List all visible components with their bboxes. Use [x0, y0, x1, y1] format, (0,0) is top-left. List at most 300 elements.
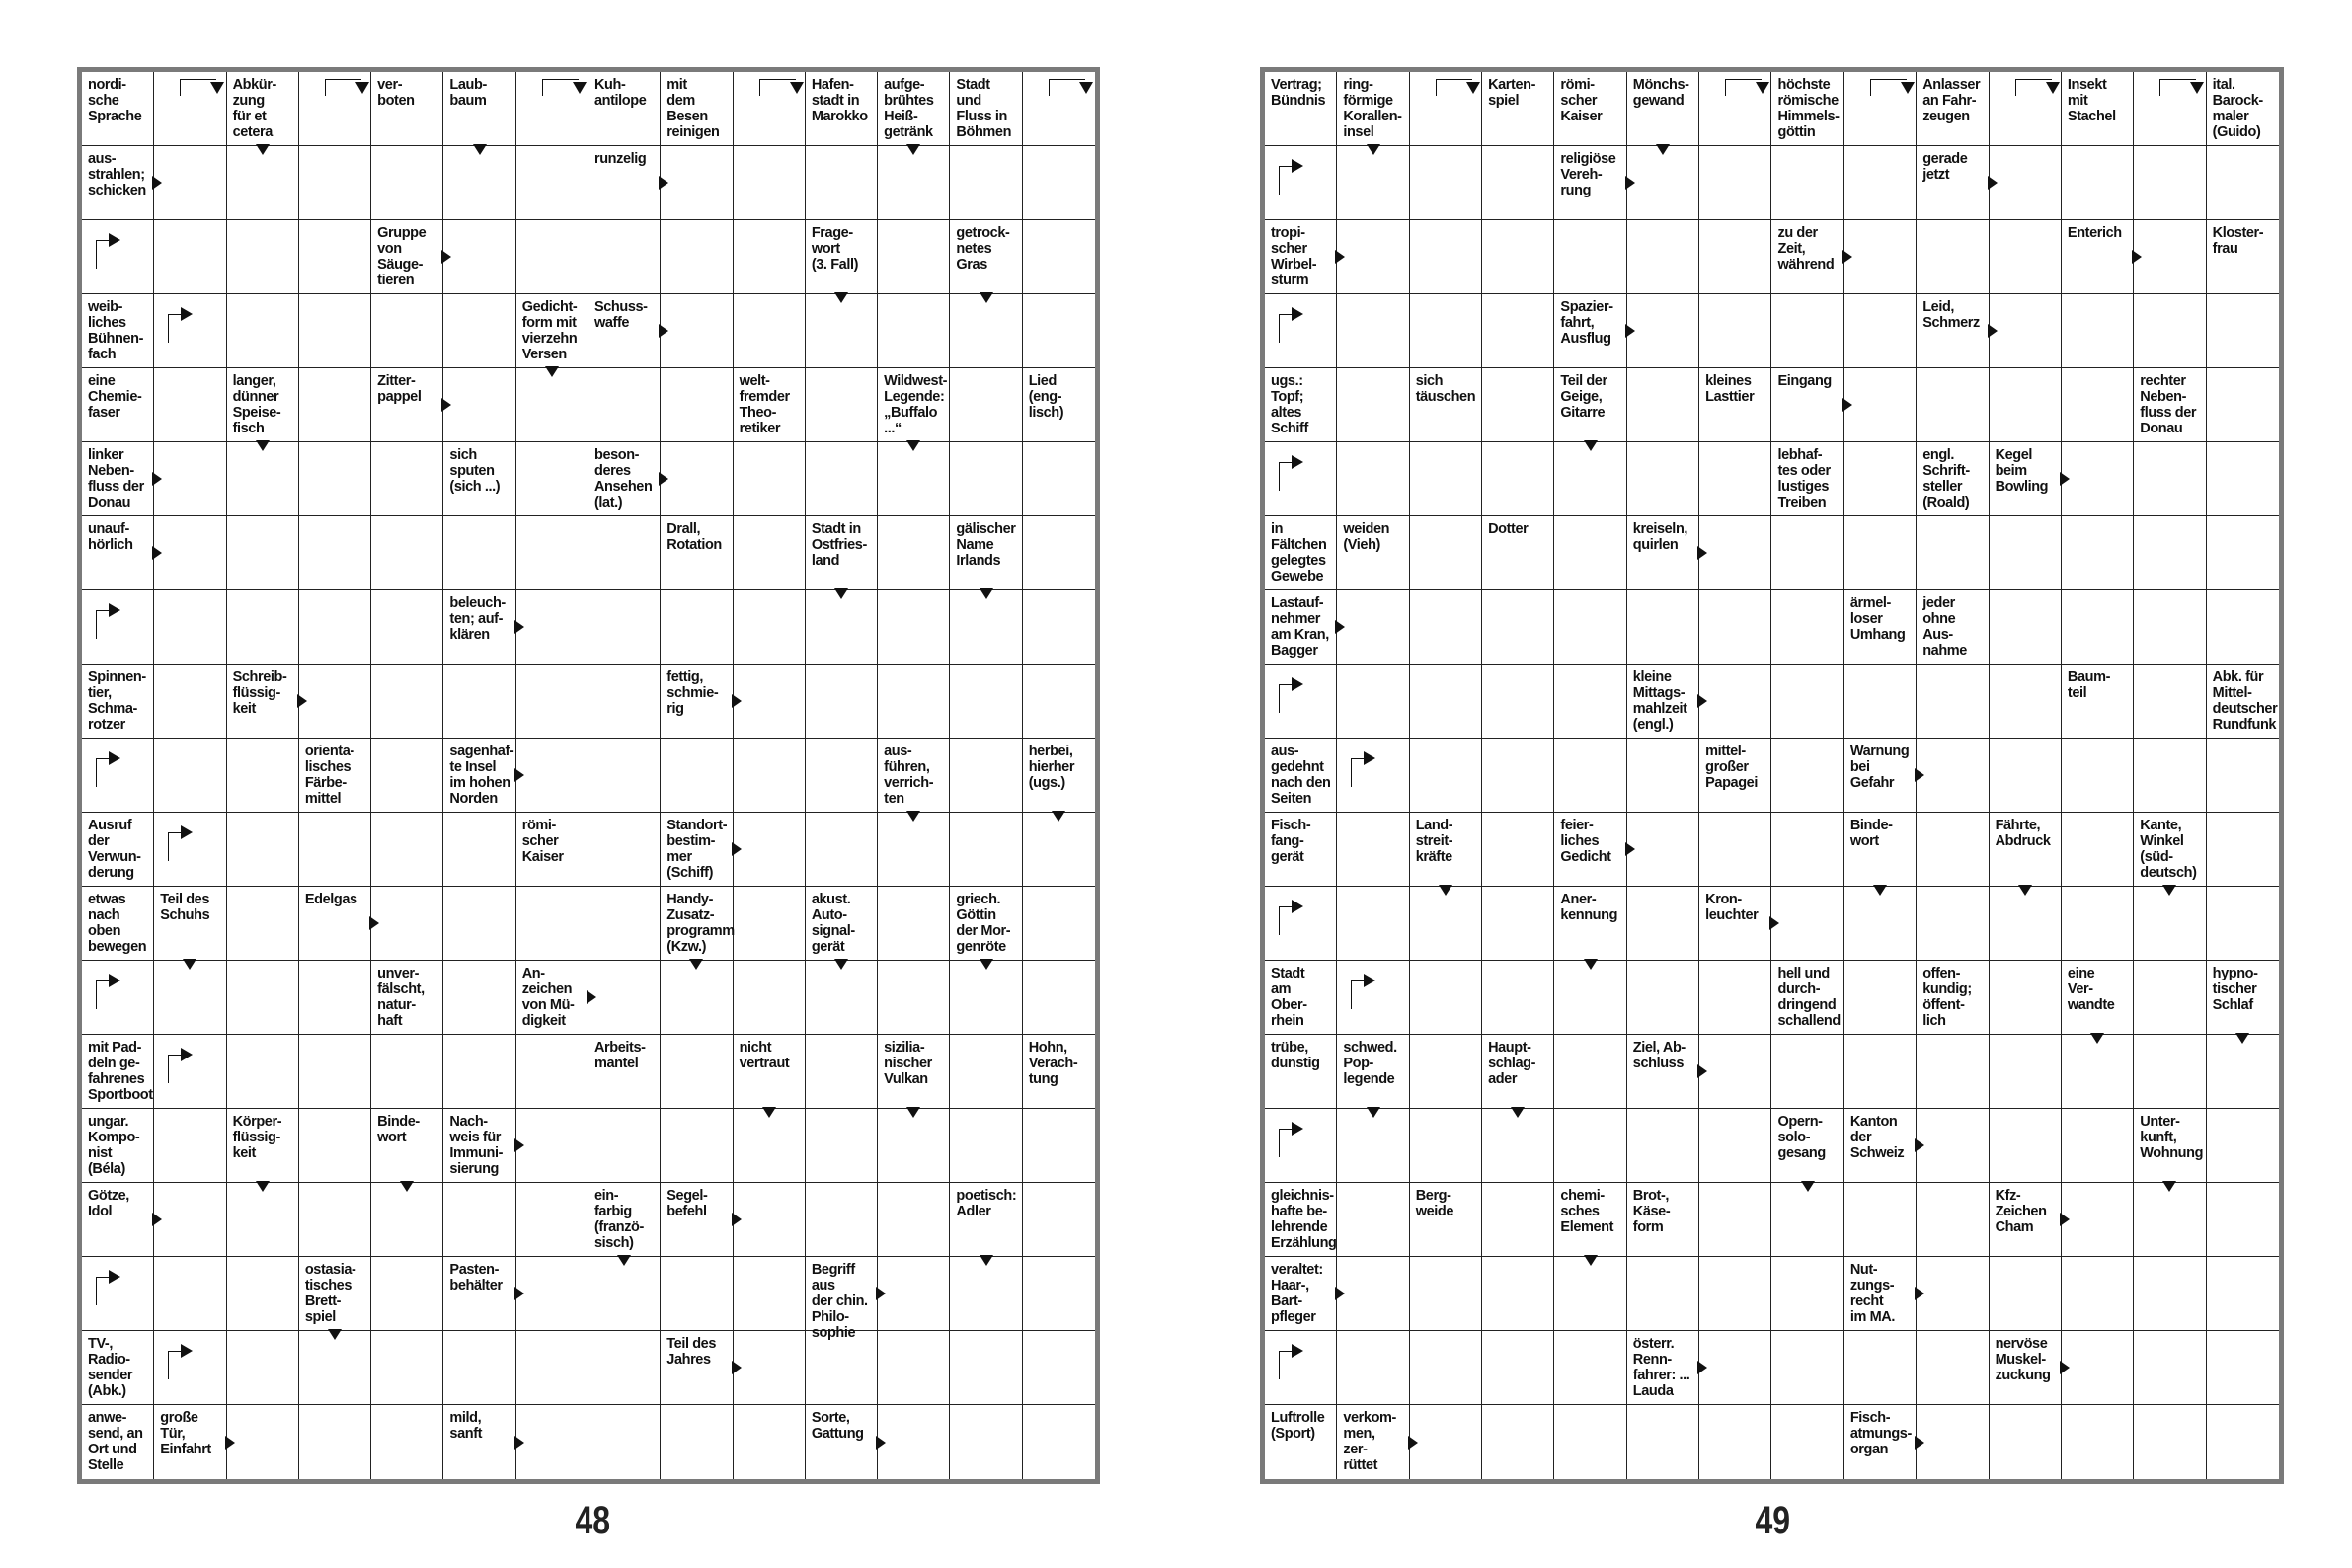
answer-cell[interactable]: [2207, 146, 2279, 220]
answer-cell[interactable]: [1337, 1183, 1409, 1257]
answer-cell[interactable]: [1023, 590, 1095, 665]
answer-cell[interactable]: [1844, 72, 1917, 146]
answer-cell[interactable]: [1771, 590, 1843, 665]
answer-cell[interactable]: [1699, 1109, 1771, 1183]
answer-cell[interactable]: [1771, 1405, 1843, 1479]
answer-cell[interactable]: [734, 961, 806, 1035]
answer-cell[interactable]: [950, 146, 1022, 220]
answer-cell[interactable]: [1337, 590, 1409, 665]
answer-cell[interactable]: [588, 590, 661, 665]
answer-cell[interactable]: [1990, 516, 2062, 590]
answer-cell[interactable]: [588, 961, 661, 1035]
answer-cell[interactable]: [2134, 1405, 2206, 1479]
answer-cell[interactable]: [1699, 665, 1771, 739]
answer-cell[interactable]: [1554, 442, 1626, 516]
answer-cell[interactable]: [227, 220, 299, 294]
answer-cell[interactable]: [154, 1257, 226, 1331]
answer-cell[interactable]: [1990, 961, 2062, 1035]
answer-cell[interactable]: [443, 1183, 515, 1257]
answer-cell[interactable]: [1699, 1183, 1771, 1257]
answer-cell[interactable]: [950, 665, 1022, 739]
answer-cell[interactable]: [878, 1331, 950, 1405]
answer-cell[interactable]: [1410, 294, 1482, 368]
answer-cell[interactable]: [2207, 516, 2279, 590]
answer-cell[interactable]: [1265, 146, 1337, 220]
answer-cell[interactable]: [1771, 739, 1843, 813]
answer-cell[interactable]: [1482, 220, 1554, 294]
answer-cell[interactable]: [516, 665, 588, 739]
answer-cell[interactable]: [1410, 1331, 1482, 1405]
answer-cell[interactable]: [1844, 368, 1917, 442]
answer-cell[interactable]: [1844, 1183, 1917, 1257]
answer-cell[interactable]: [661, 961, 733, 1035]
answer-cell[interactable]: [443, 961, 515, 1035]
answer-cell[interactable]: [1482, 813, 1554, 887]
answer-cell[interactable]: [806, 739, 878, 813]
answer-cell[interactable]: [1554, 516, 1626, 590]
answer-cell[interactable]: [2062, 1035, 2134, 1109]
answer-cell[interactable]: [516, 516, 588, 590]
answer-cell[interactable]: [443, 368, 515, 442]
answer-cell[interactable]: [950, 1035, 1022, 1109]
answer-cell[interactable]: [1917, 813, 1989, 887]
answer-cell[interactable]: [588, 1331, 661, 1405]
answer-cell[interactable]: [1482, 1331, 1554, 1405]
answer-cell[interactable]: [1482, 1183, 1554, 1257]
answer-cell[interactable]: [371, 1257, 443, 1331]
answer-cell[interactable]: [1844, 665, 1917, 739]
answer-cell[interactable]: [1554, 739, 1626, 813]
answer-cell[interactable]: [1023, 294, 1095, 368]
answer-cell[interactable]: [371, 294, 443, 368]
answer-cell[interactable]: [588, 220, 661, 294]
answer-cell[interactable]: [154, 590, 226, 665]
answer-cell[interactable]: [1699, 220, 1771, 294]
answer-cell[interactable]: [878, 1405, 950, 1479]
answer-cell[interactable]: [2207, 887, 2279, 961]
answer-cell[interactable]: [2062, 1257, 2134, 1331]
answer-cell[interactable]: [734, 887, 806, 961]
answer-cell[interactable]: [443, 1331, 515, 1405]
answer-cell[interactable]: [734, 442, 806, 516]
answer-cell[interactable]: [2062, 739, 2134, 813]
answer-cell[interactable]: [1844, 146, 1917, 220]
answer-cell[interactable]: [227, 739, 299, 813]
answer-cell[interactable]: [371, 1035, 443, 1109]
answer-cell[interactable]: [516, 887, 588, 961]
answer-cell[interactable]: [806, 590, 878, 665]
answer-cell[interactable]: [299, 1405, 371, 1479]
answer-cell[interactable]: [1844, 961, 1917, 1035]
answer-cell[interactable]: [1990, 1035, 2062, 1109]
answer-cell[interactable]: [299, 516, 371, 590]
answer-cell[interactable]: [588, 1257, 661, 1331]
answer-cell[interactable]: [1265, 665, 1337, 739]
answer-cell[interactable]: [1337, 813, 1409, 887]
answer-cell[interactable]: [2062, 887, 2134, 961]
answer-cell[interactable]: [1844, 1331, 1917, 1405]
answer-cell[interactable]: [806, 294, 878, 368]
answer-cell[interactable]: [2134, 665, 2206, 739]
answer-cell[interactable]: [1699, 961, 1771, 1035]
answer-cell[interactable]: [878, 590, 950, 665]
answer-cell[interactable]: [154, 516, 226, 590]
answer-cell[interactable]: [1917, 665, 1989, 739]
answer-cell[interactable]: [588, 1405, 661, 1479]
answer-cell[interactable]: [1482, 368, 1554, 442]
answer-cell[interactable]: [734, 665, 806, 739]
answer-cell[interactable]: [154, 72, 226, 146]
answer-cell[interactable]: [2134, 590, 2206, 665]
answer-cell[interactable]: [299, 146, 371, 220]
answer-cell[interactable]: [371, 442, 443, 516]
answer-cell[interactable]: [1917, 1035, 1989, 1109]
answer-cell[interactable]: [1844, 1035, 1917, 1109]
answer-cell[interactable]: [2207, 590, 2279, 665]
answer-cell[interactable]: [1482, 146, 1554, 220]
answer-cell[interactable]: [1699, 1405, 1771, 1479]
answer-cell[interactable]: [1699, 590, 1771, 665]
answer-cell[interactable]: [2134, 442, 2206, 516]
answer-cell[interactable]: [154, 1035, 226, 1109]
answer-cell[interactable]: [516, 739, 588, 813]
answer-cell[interactable]: [516, 590, 588, 665]
answer-cell[interactable]: [1699, 1035, 1771, 1109]
answer-cell[interactable]: [1554, 1257, 1626, 1331]
answer-cell[interactable]: [661, 368, 733, 442]
answer-cell[interactable]: [661, 294, 733, 368]
answer-cell[interactable]: [1023, 887, 1095, 961]
answer-cell[interactable]: [734, 1331, 806, 1405]
answer-cell[interactable]: [227, 887, 299, 961]
answer-cell[interactable]: [299, 368, 371, 442]
answer-cell[interactable]: [734, 146, 806, 220]
answer-cell[interactable]: [371, 1331, 443, 1405]
answer-cell[interactable]: [806, 368, 878, 442]
answer-cell[interactable]: [1917, 1109, 1989, 1183]
answer-cell[interactable]: [1771, 1257, 1843, 1331]
answer-cell[interactable]: [1482, 961, 1554, 1035]
answer-cell[interactable]: [2207, 294, 2279, 368]
answer-cell[interactable]: [878, 220, 950, 294]
answer-cell[interactable]: [154, 368, 226, 442]
answer-cell[interactable]: [661, 146, 733, 220]
answer-cell[interactable]: [516, 442, 588, 516]
answer-cell[interactable]: [950, 294, 1022, 368]
answer-cell[interactable]: [227, 1405, 299, 1479]
answer-cell[interactable]: [1917, 1405, 1989, 1479]
answer-cell[interactable]: [1265, 294, 1337, 368]
answer-cell[interactable]: [1627, 1405, 1699, 1479]
answer-cell[interactable]: [1410, 1257, 1482, 1331]
answer-cell[interactable]: [1627, 1109, 1699, 1183]
answer-cell[interactable]: [1627, 442, 1699, 516]
answer-cell[interactable]: [1337, 739, 1409, 813]
answer-cell[interactable]: [734, 1405, 806, 1479]
answer-cell[interactable]: [1410, 220, 1482, 294]
answer-cell[interactable]: [806, 1035, 878, 1109]
answer-cell[interactable]: [1482, 590, 1554, 665]
answer-cell[interactable]: [1627, 1257, 1699, 1331]
answer-cell[interactable]: [1990, 590, 2062, 665]
answer-cell[interactable]: [1337, 1257, 1409, 1331]
answer-cell[interactable]: [1917, 739, 1989, 813]
answer-cell[interactable]: [227, 1331, 299, 1405]
answer-cell[interactable]: [1337, 961, 1409, 1035]
answer-cell[interactable]: [154, 665, 226, 739]
answer-cell[interactable]: [1482, 739, 1554, 813]
answer-cell[interactable]: [154, 1109, 226, 1183]
answer-cell[interactable]: [2207, 739, 2279, 813]
answer-cell[interactable]: [1023, 1257, 1095, 1331]
answer-cell[interactable]: [1410, 1035, 1482, 1109]
answer-cell[interactable]: [443, 146, 515, 220]
answer-cell[interactable]: [588, 887, 661, 961]
answer-cell[interactable]: [1699, 294, 1771, 368]
answer-cell[interactable]: [806, 1331, 878, 1405]
answer-cell[interactable]: [516, 1035, 588, 1109]
answer-cell[interactable]: [1337, 368, 1409, 442]
answer-cell[interactable]: [516, 1109, 588, 1183]
answer-cell[interactable]: [2062, 368, 2134, 442]
answer-cell[interactable]: [1627, 590, 1699, 665]
answer-cell[interactable]: [516, 1331, 588, 1405]
answer-cell[interactable]: [878, 813, 950, 887]
answer-cell[interactable]: [2134, 220, 2206, 294]
answer-cell[interactable]: [1554, 1331, 1626, 1405]
answer-cell[interactable]: [1410, 665, 1482, 739]
answer-cell[interactable]: [878, 665, 950, 739]
answer-cell[interactable]: [371, 813, 443, 887]
answer-cell[interactable]: [878, 516, 950, 590]
answer-cell[interactable]: [2134, 294, 2206, 368]
answer-cell[interactable]: [1410, 516, 1482, 590]
answer-cell[interactable]: [2062, 590, 2134, 665]
answer-cell[interactable]: [1554, 590, 1626, 665]
answer-cell[interactable]: [1699, 1331, 1771, 1405]
answer-cell[interactable]: [154, 220, 226, 294]
answer-cell[interactable]: [1771, 665, 1843, 739]
answer-cell[interactable]: [1627, 368, 1699, 442]
answer-cell[interactable]: [734, 813, 806, 887]
answer-cell[interactable]: [1699, 813, 1771, 887]
answer-cell[interactable]: [1990, 368, 2062, 442]
answer-cell[interactable]: [443, 1035, 515, 1109]
answer-cell[interactable]: [82, 739, 154, 813]
answer-cell[interactable]: [588, 1109, 661, 1183]
answer-cell[interactable]: [734, 1109, 806, 1183]
answer-cell[interactable]: [2207, 442, 2279, 516]
answer-cell[interactable]: [661, 220, 733, 294]
answer-cell[interactable]: [588, 368, 661, 442]
answer-cell[interactable]: [1554, 220, 1626, 294]
answer-cell[interactable]: [878, 1257, 950, 1331]
answer-cell[interactable]: [588, 739, 661, 813]
answer-cell[interactable]: [1627, 813, 1699, 887]
answer-cell[interactable]: [1771, 1183, 1843, 1257]
answer-cell[interactable]: [516, 146, 588, 220]
answer-cell[interactable]: [1627, 220, 1699, 294]
answer-cell[interactable]: [1771, 887, 1843, 961]
answer-cell[interactable]: [1337, 1331, 1409, 1405]
answer-cell[interactable]: [950, 1405, 1022, 1479]
answer-cell[interactable]: [2207, 1183, 2279, 1257]
answer-cell[interactable]: [1844, 516, 1917, 590]
answer-cell[interactable]: [1337, 146, 1409, 220]
answer-cell[interactable]: [1265, 1109, 1337, 1183]
answer-cell[interactable]: [1917, 1331, 1989, 1405]
answer-cell[interactable]: [806, 665, 878, 739]
answer-cell[interactable]: [950, 442, 1022, 516]
answer-cell[interactable]: [950, 739, 1022, 813]
answer-cell[interactable]: [950, 1109, 1022, 1183]
answer-cell[interactable]: [371, 1405, 443, 1479]
answer-cell[interactable]: [1917, 368, 1989, 442]
answer-cell[interactable]: [1990, 887, 2062, 961]
answer-cell[interactable]: [878, 294, 950, 368]
answer-cell[interactable]: [1410, 887, 1482, 961]
answer-cell[interactable]: [1265, 442, 1337, 516]
answer-cell[interactable]: [154, 294, 226, 368]
answer-cell[interactable]: [588, 665, 661, 739]
answer-cell[interactable]: [1917, 1257, 1989, 1331]
answer-cell[interactable]: [2062, 516, 2134, 590]
answer-cell[interactable]: [299, 1035, 371, 1109]
answer-cell[interactable]: [1844, 294, 1917, 368]
answer-cell[interactable]: [516, 220, 588, 294]
answer-cell[interactable]: [154, 813, 226, 887]
answer-cell[interactable]: [1771, 1035, 1843, 1109]
answer-cell[interactable]: [299, 220, 371, 294]
answer-cell[interactable]: [1554, 665, 1626, 739]
answer-cell[interactable]: [1023, 813, 1095, 887]
answer-cell[interactable]: [1410, 146, 1482, 220]
answer-cell[interactable]: [878, 887, 950, 961]
answer-cell[interactable]: [1844, 442, 1917, 516]
answer-cell[interactable]: [371, 146, 443, 220]
answer-cell[interactable]: [371, 590, 443, 665]
answer-cell[interactable]: [1627, 294, 1699, 368]
answer-cell[interactable]: [1023, 146, 1095, 220]
answer-cell[interactable]: [299, 1109, 371, 1183]
answer-cell[interactable]: [950, 590, 1022, 665]
answer-cell[interactable]: [1337, 887, 1409, 961]
answer-cell[interactable]: [734, 516, 806, 590]
answer-cell[interactable]: [1990, 294, 2062, 368]
answer-cell[interactable]: [1917, 1183, 1989, 1257]
answer-cell[interactable]: [1990, 1257, 2062, 1331]
answer-cell[interactable]: [227, 813, 299, 887]
answer-cell[interactable]: [1023, 1405, 1095, 1479]
answer-cell[interactable]: [2062, 146, 2134, 220]
answer-cell[interactable]: [1990, 739, 2062, 813]
answer-cell[interactable]: [227, 1257, 299, 1331]
answer-cell[interactable]: [1410, 739, 1482, 813]
answer-cell[interactable]: [878, 442, 950, 516]
answer-cell[interactable]: [1265, 887, 1337, 961]
answer-cell[interactable]: [1023, 1183, 1095, 1257]
answer-cell[interactable]: [661, 1405, 733, 1479]
answer-cell[interactable]: [1482, 442, 1554, 516]
answer-cell[interactable]: [1023, 1331, 1095, 1405]
answer-cell[interactable]: [1844, 220, 1917, 294]
answer-cell[interactable]: [82, 590, 154, 665]
answer-cell[interactable]: [154, 146, 226, 220]
answer-cell[interactable]: [661, 1257, 733, 1331]
answer-cell[interactable]: [154, 442, 226, 516]
answer-cell[interactable]: [878, 961, 950, 1035]
answer-cell[interactable]: [299, 961, 371, 1035]
answer-cell[interactable]: [1023, 961, 1095, 1035]
answer-cell[interactable]: [1990, 72, 2062, 146]
answer-cell[interactable]: [1482, 1109, 1554, 1183]
answer-cell[interactable]: [1023, 1109, 1095, 1183]
answer-cell[interactable]: [734, 590, 806, 665]
answer-cell[interactable]: [806, 813, 878, 887]
answer-cell[interactable]: [950, 1331, 1022, 1405]
answer-cell[interactable]: [806, 442, 878, 516]
answer-cell[interactable]: [1265, 1331, 1337, 1405]
answer-cell[interactable]: [2062, 1109, 2134, 1183]
answer-cell[interactable]: [1482, 887, 1554, 961]
answer-cell[interactable]: [878, 1183, 950, 1257]
answer-cell[interactable]: [2134, 961, 2206, 1035]
answer-cell[interactable]: [154, 1331, 226, 1405]
answer-cell[interactable]: [2207, 1257, 2279, 1331]
answer-cell[interactable]: [516, 1183, 588, 1257]
answer-cell[interactable]: [1410, 961, 1482, 1035]
answer-cell[interactable]: [1627, 739, 1699, 813]
answer-cell[interactable]: [1917, 887, 1989, 961]
answer-cell[interactable]: [1990, 146, 2062, 220]
answer-cell[interactable]: [1337, 665, 1409, 739]
answer-cell[interactable]: [806, 1109, 878, 1183]
answer-cell[interactable]: [1699, 516, 1771, 590]
answer-cell[interactable]: [2134, 516, 2206, 590]
answer-cell[interactable]: [1771, 813, 1843, 887]
answer-cell[interactable]: [371, 887, 443, 961]
answer-cell[interactable]: [661, 442, 733, 516]
answer-cell[interactable]: [2134, 1035, 2206, 1109]
answer-cell[interactable]: [1410, 1109, 1482, 1183]
answer-cell[interactable]: [299, 813, 371, 887]
answer-cell[interactable]: [1699, 442, 1771, 516]
answer-cell[interactable]: [516, 368, 588, 442]
answer-cell[interactable]: [443, 665, 515, 739]
answer-cell[interactable]: [1771, 294, 1843, 368]
answer-cell[interactable]: [806, 1183, 878, 1257]
answer-cell[interactable]: [299, 590, 371, 665]
answer-cell[interactable]: [1554, 1405, 1626, 1479]
answer-cell[interactable]: [1337, 1109, 1409, 1183]
answer-cell[interactable]: [734, 1183, 806, 1257]
answer-cell[interactable]: [950, 368, 1022, 442]
answer-cell[interactable]: [734, 72, 806, 146]
answer-cell[interactable]: [2134, 1331, 2206, 1405]
answer-cell[interactable]: [299, 1331, 371, 1405]
answer-cell[interactable]: [299, 1183, 371, 1257]
answer-cell[interactable]: [82, 961, 154, 1035]
answer-cell[interactable]: [1627, 887, 1699, 961]
answer-cell[interactable]: [878, 146, 950, 220]
answer-cell[interactable]: [1410, 1405, 1482, 1479]
answer-cell[interactable]: [2207, 1109, 2279, 1183]
answer-cell[interactable]: [2134, 887, 2206, 961]
answer-cell[interactable]: [1699, 1257, 1771, 1331]
answer-cell[interactable]: [2134, 146, 2206, 220]
answer-cell[interactable]: [950, 813, 1022, 887]
answer-cell[interactable]: [950, 961, 1022, 1035]
